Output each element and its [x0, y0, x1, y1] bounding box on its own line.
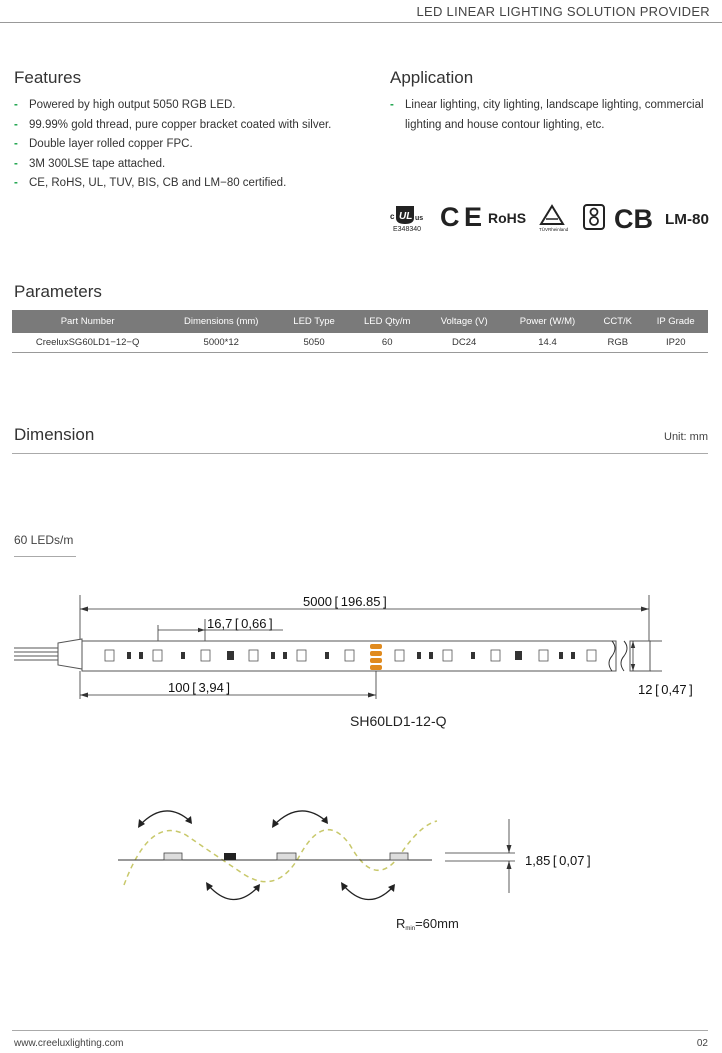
list-item: - 3M 300LSE tape attached.	[14, 157, 166, 170]
list-item: - Double layer rolled copper FPC.	[14, 138, 193, 150]
column-header: IP Grade	[643, 310, 708, 333]
list-item: - Linear lighting, city lighting, landscape lighting, commercial lighting and house contour lighting, etc.	[390, 99, 704, 131]
dimension-divider	[12, 453, 708, 454]
tuv-logo	[539, 206, 569, 232]
column-header: Voltage (V)	[426, 310, 503, 333]
column-header: CCT/K	[592, 310, 643, 333]
ul-logo	[390, 206, 423, 233]
column-header: LED Type	[279, 310, 349, 333]
footer-website: www.creeluxlighting.com	[14, 1038, 124, 1049]
ul-us-text: us	[415, 215, 424, 222]
certification-logos	[388, 200, 710, 234]
lm80-logo	[665, 211, 709, 228]
ce-logo	[440, 202, 482, 232]
parameters-title: Parameters	[14, 282, 102, 301]
led-strip-diagram	[0, 585, 722, 735]
rohs-logo	[488, 210, 526, 226]
density-underline	[14, 556, 76, 557]
features-list	[14, 96, 384, 194]
dimension-title: Dimension	[14, 425, 95, 444]
tuv-text: TÜVRheinland	[539, 227, 569, 232]
pitch-label: 16,7 [ 0,66 ]	[207, 616, 273, 631]
table-cell: CreeluxSG60LD1−12−Q	[12, 333, 163, 353]
cb-logo	[614, 204, 653, 234]
certification-logos-svg	[388, 200, 710, 234]
table-cell: DC24	[426, 333, 503, 353]
footer-divider	[12, 1030, 708, 1031]
column-header: Dimensions (mm)	[163, 310, 279, 333]
ul-c-text: c	[390, 212, 395, 221]
list-item: - CE, RoHS, UL, TUV, BIS, CB and LM−80 certified.	[14, 177, 287, 189]
table-cell: IP20	[643, 333, 708, 353]
ce-text: CE	[440, 202, 482, 232]
cb-text: CB	[614, 204, 653, 234]
header-divider	[0, 22, 722, 23]
table-row	[12, 333, 708, 353]
column-header: Part Number	[12, 310, 163, 333]
cut-length-label: 100 [ 3,94 ]	[168, 680, 231, 695]
table-cell: 14.4	[503, 333, 592, 353]
page-number: 02	[696, 1038, 708, 1049]
features-title: Features	[14, 68, 82, 87]
table-cell: 5050	[279, 333, 349, 353]
model-label: SH60LD1-12-Q	[350, 713, 447, 729]
list-item: - 99.99% gold thread, pure copper bracket coated with silver.	[14, 118, 332, 131]
application-title: Application	[390, 68, 474, 87]
bending-diagram	[0, 795, 722, 945]
column-header: Power (W/M)	[503, 310, 592, 333]
column-header: LED Qty/m	[349, 310, 426, 333]
table-header-row	[12, 310, 708, 333]
rohs-text: RoHS	[488, 210, 527, 226]
document-header-title: LED LINEAR LIGHTING SOLUTION PROVIDER	[416, 4, 710, 19]
bend-radius-label: Rmin=60mm	[396, 916, 459, 932]
unit-label: Unit: mm	[664, 431, 708, 443]
bis-logo	[584, 205, 604, 229]
lm80-text: LM-80	[665, 211, 709, 228]
thickness-label: 1,85 [ 0,07 ]	[525, 853, 591, 868]
ul-number-text: E348340	[393, 226, 422, 233]
led-density-label: 60 LEDs/m	[14, 533, 74, 547]
table-cell: RGB	[592, 333, 643, 353]
table-cell: 5000*12	[163, 333, 279, 353]
total-length-label: 5000 [ 196.85 ]	[303, 594, 387, 609]
table-cell: 60	[349, 333, 426, 353]
application-list	[390, 96, 715, 135]
width-label: 12 [ 0,47 ]	[638, 682, 693, 697]
list-item: - Powered by high output 5050 RGB LED.	[14, 99, 236, 111]
parameters-table	[12, 310, 708, 353]
svg-text:UL: UL	[399, 211, 413, 222]
